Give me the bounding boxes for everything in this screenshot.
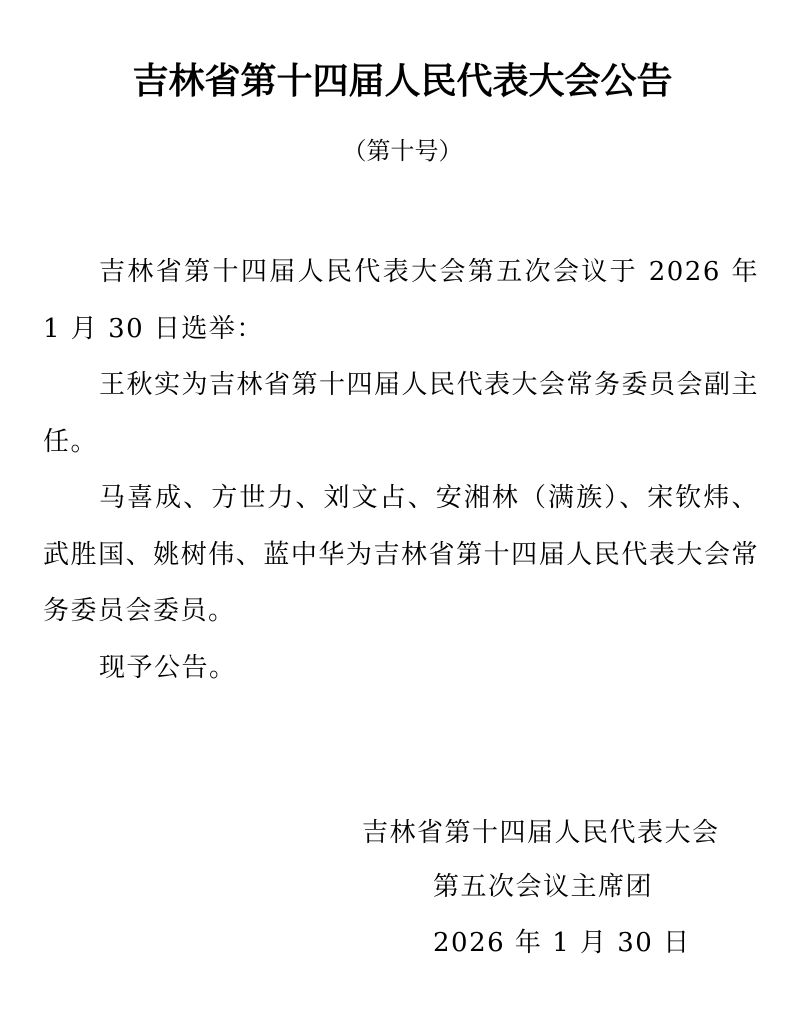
closing-paragraph: 现予公告。 [99,652,237,683]
vice-chair-paragraph: 王秋实为吉林省第十四届人民代表大会常务委员会副主任。 [43,370,760,457]
election-intro-paragraph: 吉林省第十四届人民代表大会第五次会议于 2026 年 1 月 30 日选举： [43,257,759,344]
issuer-line-2: 第五次会议主席团 [433,872,654,902]
announcement-body [43,244,759,696]
members-paragraph: 马喜成、方世力、刘文占、安湘林（满族）、宋钦炜、武胜国、姚树伟、蓝中华为吉林省第十四届人民代表大会常务委员会委员。 [43,483,759,626]
issuer-line-1: 吉林省第十四届人民代表大会 [362,818,720,848]
document-title: 吉林省第十四届人民代表大会公告 [132,61,673,102]
issue-date: 2026 年 1 月 30 日 [433,928,691,958]
document-number: （第十号） [342,137,463,165]
